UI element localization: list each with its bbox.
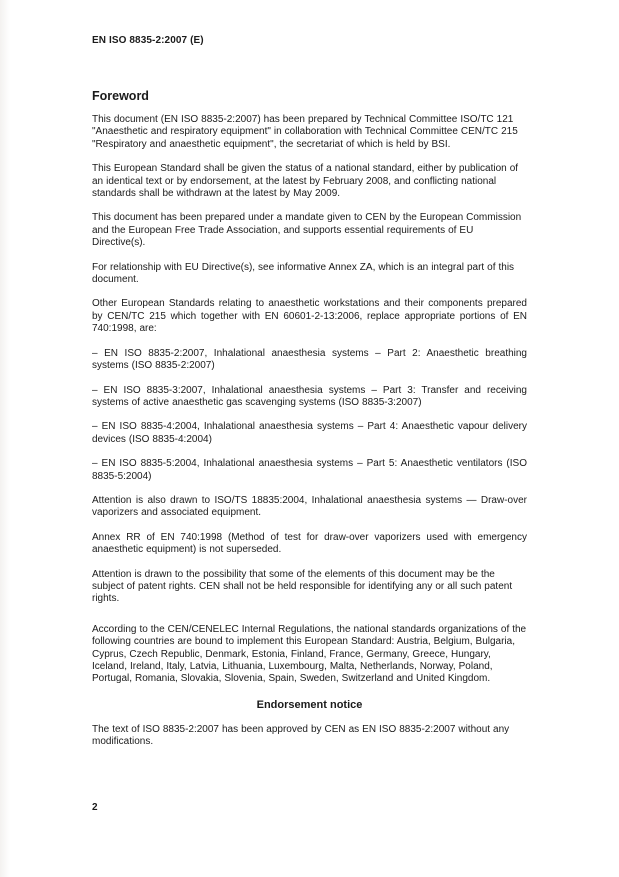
- foreword-paragraph: This document (EN ISO 8835-2:2007) has been prepared by Technical Committee ISO/TC 121 "Anaesthetic and respiratory equipment" in collaboration with Technical Committee CEN/TC 215 "Respiratory and anaesthetic equipment", the secretariat of which is held by BSI.: [92, 114, 518, 150]
- foreword-paragraph: This European Standard shall be given the status of a national standard, either by publication of an identical text or by endorsement, at the latest by February 2008, and conflicting national standards shall be withdrawn at the latest by May 2009.: [92, 163, 519, 200]
- foreword-paragraph: This document has been prepared under a mandate given to CEN by the European Commission and the European Free Trade Association, and supports essential requirements of EU Directive(s).: [92, 212, 522, 249]
- foreword-paragraph: According to the CEN/CENELEC Internal Regulations, the national standards organizations of the following countries are bound to implement this European Standard: Austria, Belgium, Bulgaria, Cyprus, Czech Republic, Denmark, Estonia, Finland, France, Germany, Greece, Hungary, Iceland, Ireland, Italy, Latvia, Lithuania, Luxembourg, Malta, Netherlands, Norway, Poland, Portugal, Romania, Slovakia, Slovenia, Spain, Sweden, Switzerland and United Kingdom.: [92, 623, 527, 685]
- endorsement-paragraph: The text of ISO 8835-2:2007 has been approved by CEN as EN ISO 8835-2:2007 without any modifications.: [92, 723, 510, 748]
- standard-list-item: – EN ISO 8835-2:2007, Inhalational anaesthesia systems – Part 2: Anaesthetic breathing systems (ISO 8835-2:2007): [92, 347, 527, 372]
- standard-list-item: – EN ISO 8835-3:2007, Inhalational anaesthesia systems – Part 3: Transfer and receiving systems of active anaesthetic gas scavenging systems (ISO 8835-3:2007): [92, 384, 527, 408]
- foreword-paragraph: Annex RR of EN 740:1998 (Method of test for draw-over vaporizers used with emergency anaesthetic equipment) is not superseded.: [92, 531, 527, 556]
- foreword-heading: Foreword: [92, 89, 149, 103]
- foreword-paragraph: Attention is also drawn to ISO/TS 18835:2004, Inhalational anaesthesia systems — Draw-over vaporizers and associated equipment.: [92, 494, 527, 519]
- document-reference-header: EN ISO 8835-2:2007 (E): [92, 35, 204, 46]
- foreword-paragraph: Other European Standards relating to anaesthetic workstations and their components prepared by CEN/TC 215 which together with EN 60601-2-13:2006, replace appropriate portions of EN 740:1998, are:: [92, 298, 527, 335]
- standard-list-item: – EN ISO 8835-4:2004, Inhalational anaesthesia systems – Part 4: Anaesthetic vapour delivery devices (ISO 8835-4:2004): [92, 421, 527, 445]
- standard-list-item: – EN ISO 8835-5:2004, Inhalational anaesthesia systems – Part 5: Anaesthetic ventilators (ISO 8835-5:2004): [92, 458, 527, 482]
- page-number: 2: [92, 801, 98, 813]
- foreword-paragraph: For relationship with EU Directive(s), see informative Annex ZA, which is an integral part of this document.: [92, 261, 515, 286]
- foreword-paragraph: Attention is drawn to the possibility that some of the elements of this document may be the subject of patent rights. CEN shall not be held responsible for identifying any or all such patent rights.: [92, 568, 513, 605]
- endorsement-notice-heading: Endorsement notice: [256, 698, 363, 711]
